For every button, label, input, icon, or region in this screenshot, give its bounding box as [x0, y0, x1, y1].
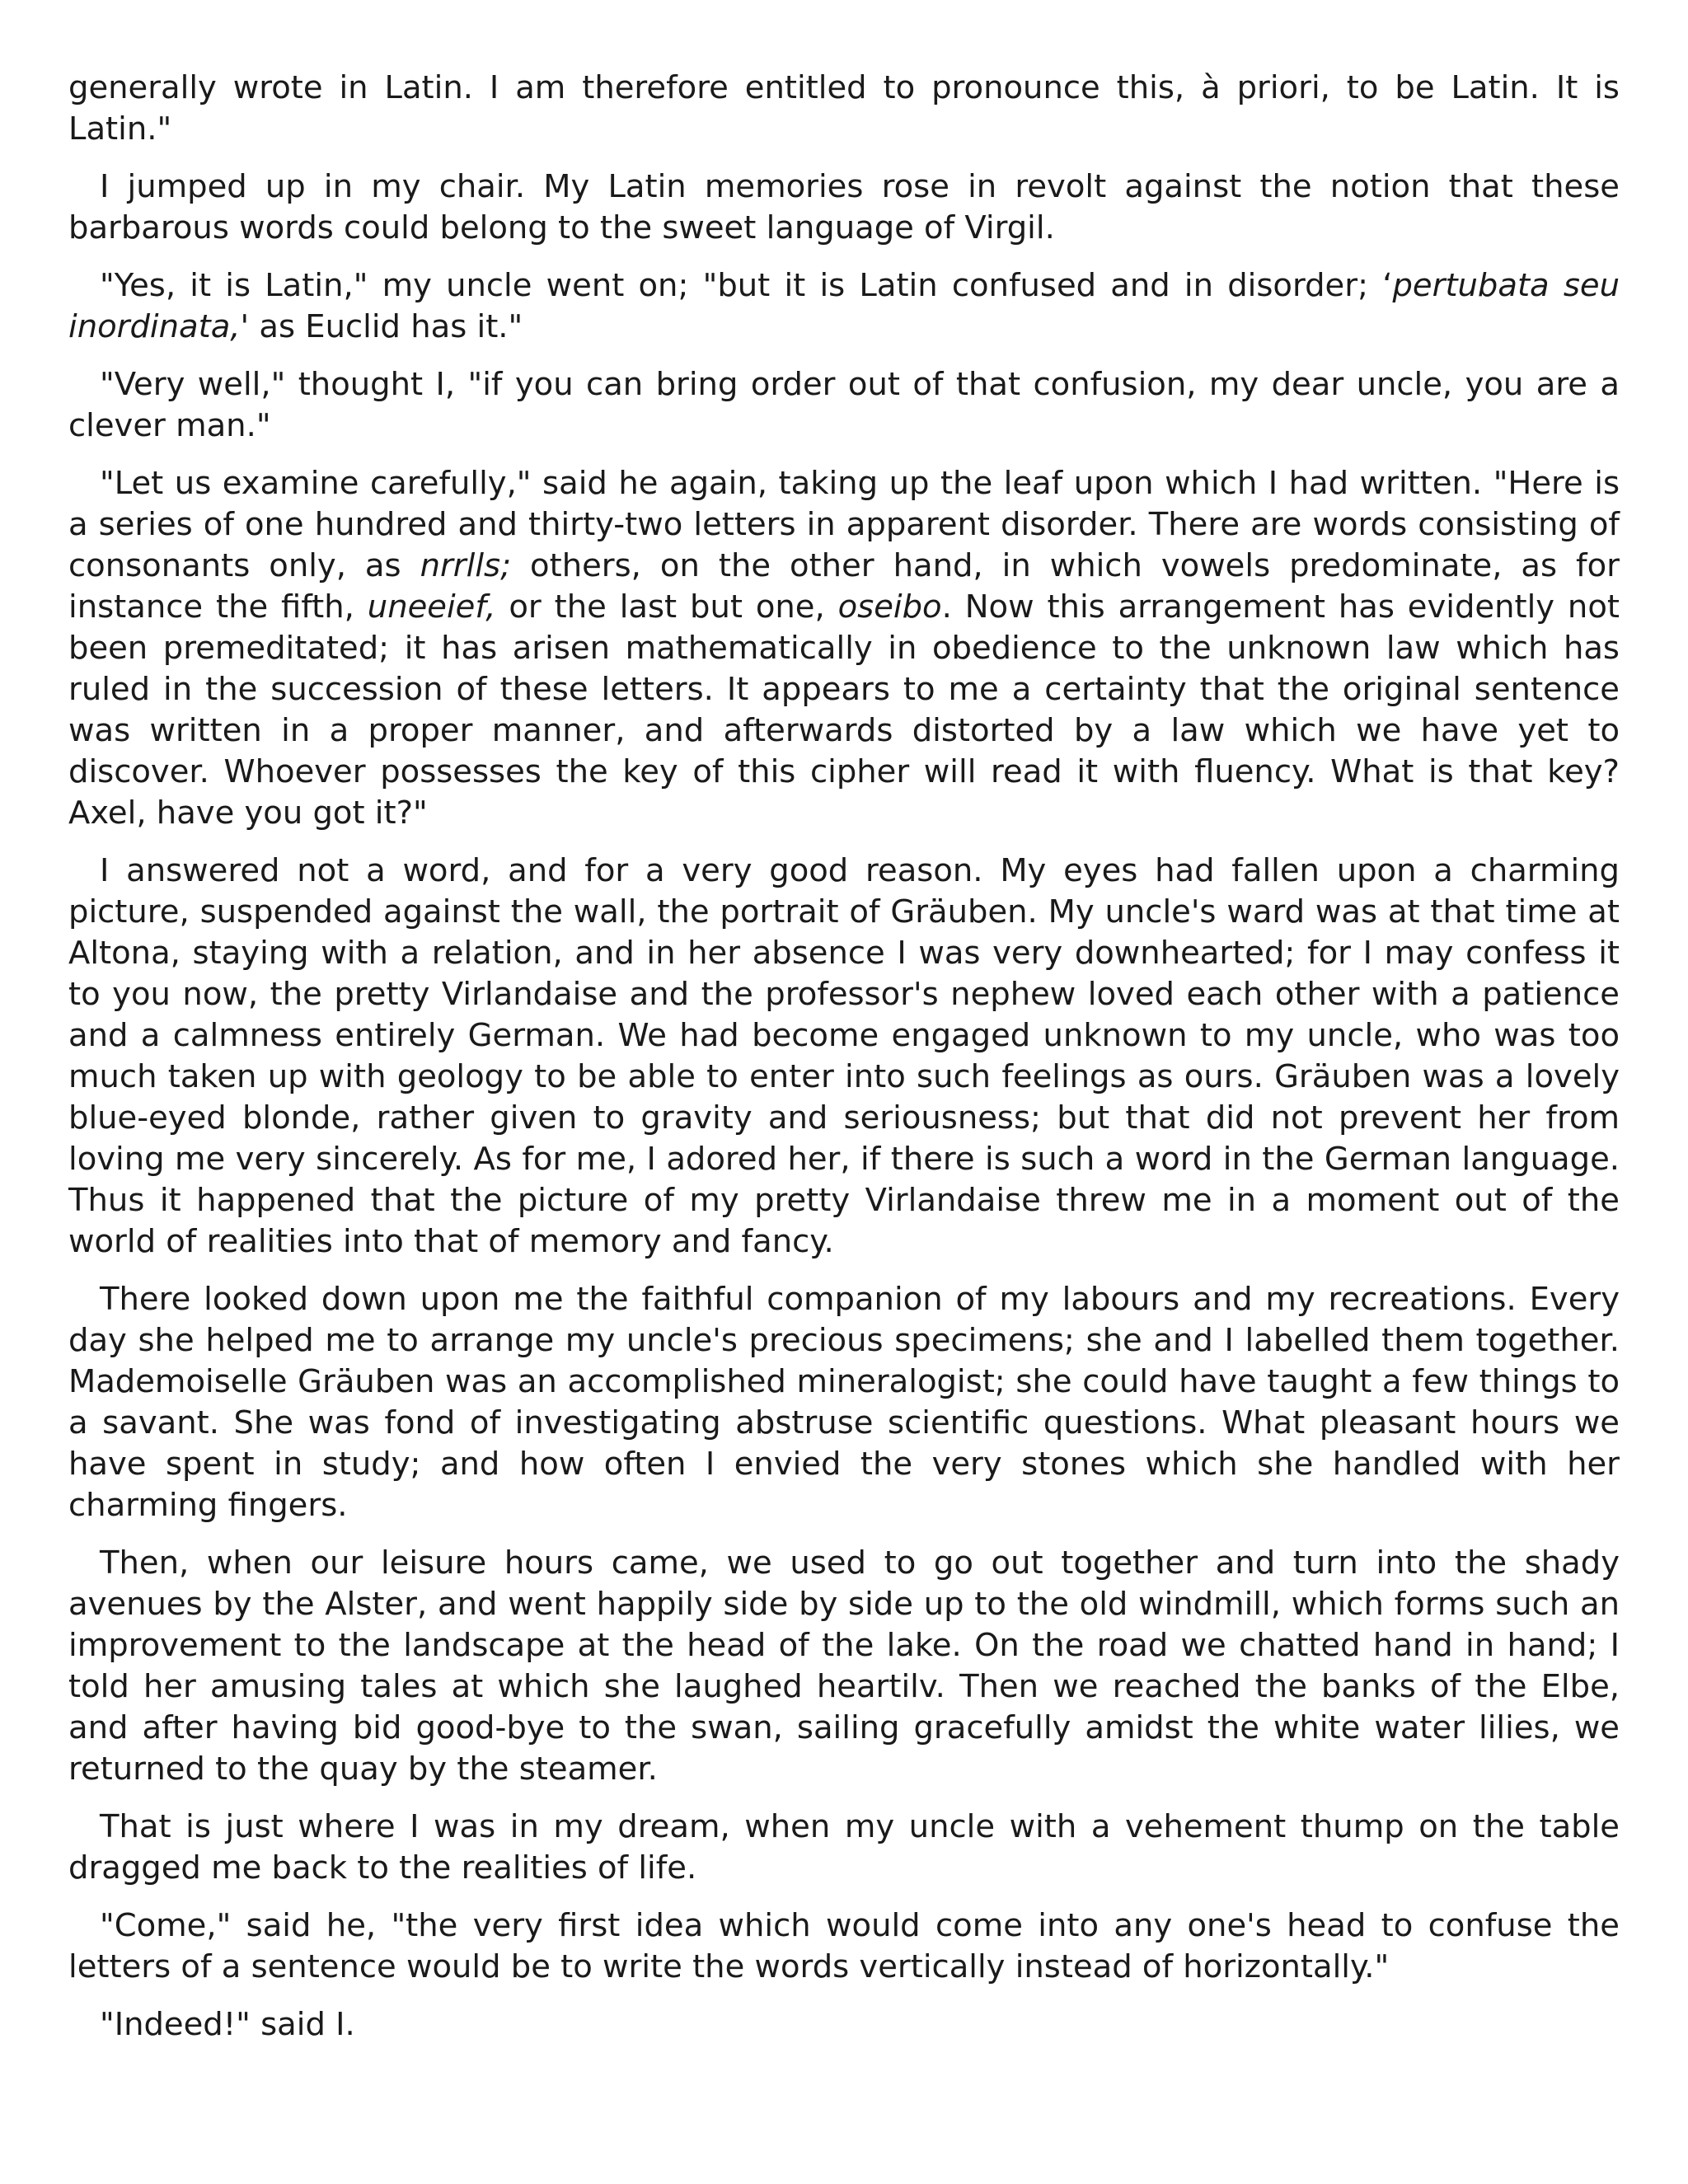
text-run: Then, when our leisure hours came, we used to go out together and turn into the shady avenues by the Alster, and went happily side by side up to the old windmill, which forms such an improvement to the landscape at the head of the lake. On the road we chatted hand in hand; I told her amusing tales at which she laughed heartilv. Then we reached the banks of the Elbe, and after having bid good-bye to the swan, sailing gracefully amidst the white water lilies, we returned to the quay by the steamer. — [68, 1544, 1620, 1788]
book-page — [68, 68, 1620, 2062]
text-run: That is just where I was in my dream, when my uncle with a vehement thump on the table dragged me back to the realities of life. — [68, 1808, 1620, 1886]
text-run: others, on the other hand, in which vowels predominate, as for instance the fifth, — [68, 547, 1620, 626]
text-run: ' as Euclid has it." — [240, 308, 523, 345]
paragraph — [68, 265, 1620, 348]
paragraph — [68, 851, 1620, 1263]
text-run: "Let us examine carefully," said he again, taking up the leaf upon which I had written. "Here is a series of one hundred and thirty-two letters in apparent disorder. There are words consisting of consonants only, as — [68, 465, 1620, 584]
paragraph — [68, 364, 1620, 447]
paragraph — [68, 1543, 1620, 1790]
italic-text: nrrlls; — [420, 547, 512, 584]
text-run: "Yes, it is Latin," my uncle went on; "but it is Latin confused and in disorder; ‘ — [100, 267, 1393, 304]
text-run: "Come," said he, "the very first idea which would come into any one's head to confuse the letters of a sentence would be to write the words vertically instead of horizontally." — [68, 1907, 1620, 1985]
text-run: "Very well," thought I, "if you can bring order out of that confusion, my dear uncle, you are a clever man." — [68, 366, 1620, 444]
paragraph — [68, 1279, 1620, 1526]
paragraph — [68, 68, 1620, 150]
paragraph — [68, 1807, 1620, 1889]
text-run: generally wrote in Latin. I am therefore entitled to pronounce this, à priori, to be Latin. It is Latin." — [68, 69, 1620, 148]
paragraph — [68, 2004, 1620, 2046]
italic-text: pertubata seu inordinata, — [68, 267, 1620, 345]
paragraph — [68, 166, 1620, 249]
paragraph — [68, 1905, 1620, 1988]
italic-text: oseibo — [837, 588, 942, 626]
text-run: I answered not a word, and for a very good reason. My eyes had fallen upon a charming picture, suspended against the wall, the portrait of Gräuben. My uncle's ward was at that time at Altona, staying with a relation, and in her absence I was very downhearted; for I may confess it to you now, the pretty Virlandaise and the professor's nephew loved each other with a patience and a calmness entirely German. We had become engaged unknown to my uncle, who was too much taken up with geology to be able to enter into such feelings as ours. Gräuben was a lovely blue-eyed blonde, rather given to gravity and seriousness; but that did not prevent her from loving me very sincerely. As for me, I adored her, if there is such a word in the German language. Thus it happened that the picture of my pretty Virlandaise threw me in a moment out of the world of realities into that of memory and fancy. — [68, 852, 1620, 1260]
text-run: or the last but one, — [495, 588, 838, 626]
text-run: "Indeed!" said I. — [100, 2006, 355, 2043]
text-run: . Now this arrangement has evidently not been premeditated; it has arisen mathematically in obedience to the unknown law which has ruled in the succession of these letters. It appears to me a certainty that the original sentence was written in a proper manner, and afterwards distorted by a law which we have yet to discover. Whoever possesses the key of this cipher will read it with fluency. What is that key? Axel, have you got it?" — [68, 588, 1620, 832]
text-run: I jumped up in my chair. My Latin memories rose in revolt against the notion that these barbarous words could belong to the sweet language of Virgil. — [68, 168, 1620, 246]
paragraph — [68, 463, 1620, 834]
italic-text: uneeief, — [367, 588, 496, 626]
text-run: There looked down upon me the faithful companion of my labours and my recreations. Every day she helped me to arrange my uncle's precious specimens; she and I labelled them together. Mademoiselle Gräuben was an accomplished mineralogist; she could have taught a few things to a savant. She was fond of investigating abstruse scientific questions. What pleasant hours we have spent in study; and how often I envied the very stones which she handled with her charming fingers. — [68, 1281, 1620, 1524]
